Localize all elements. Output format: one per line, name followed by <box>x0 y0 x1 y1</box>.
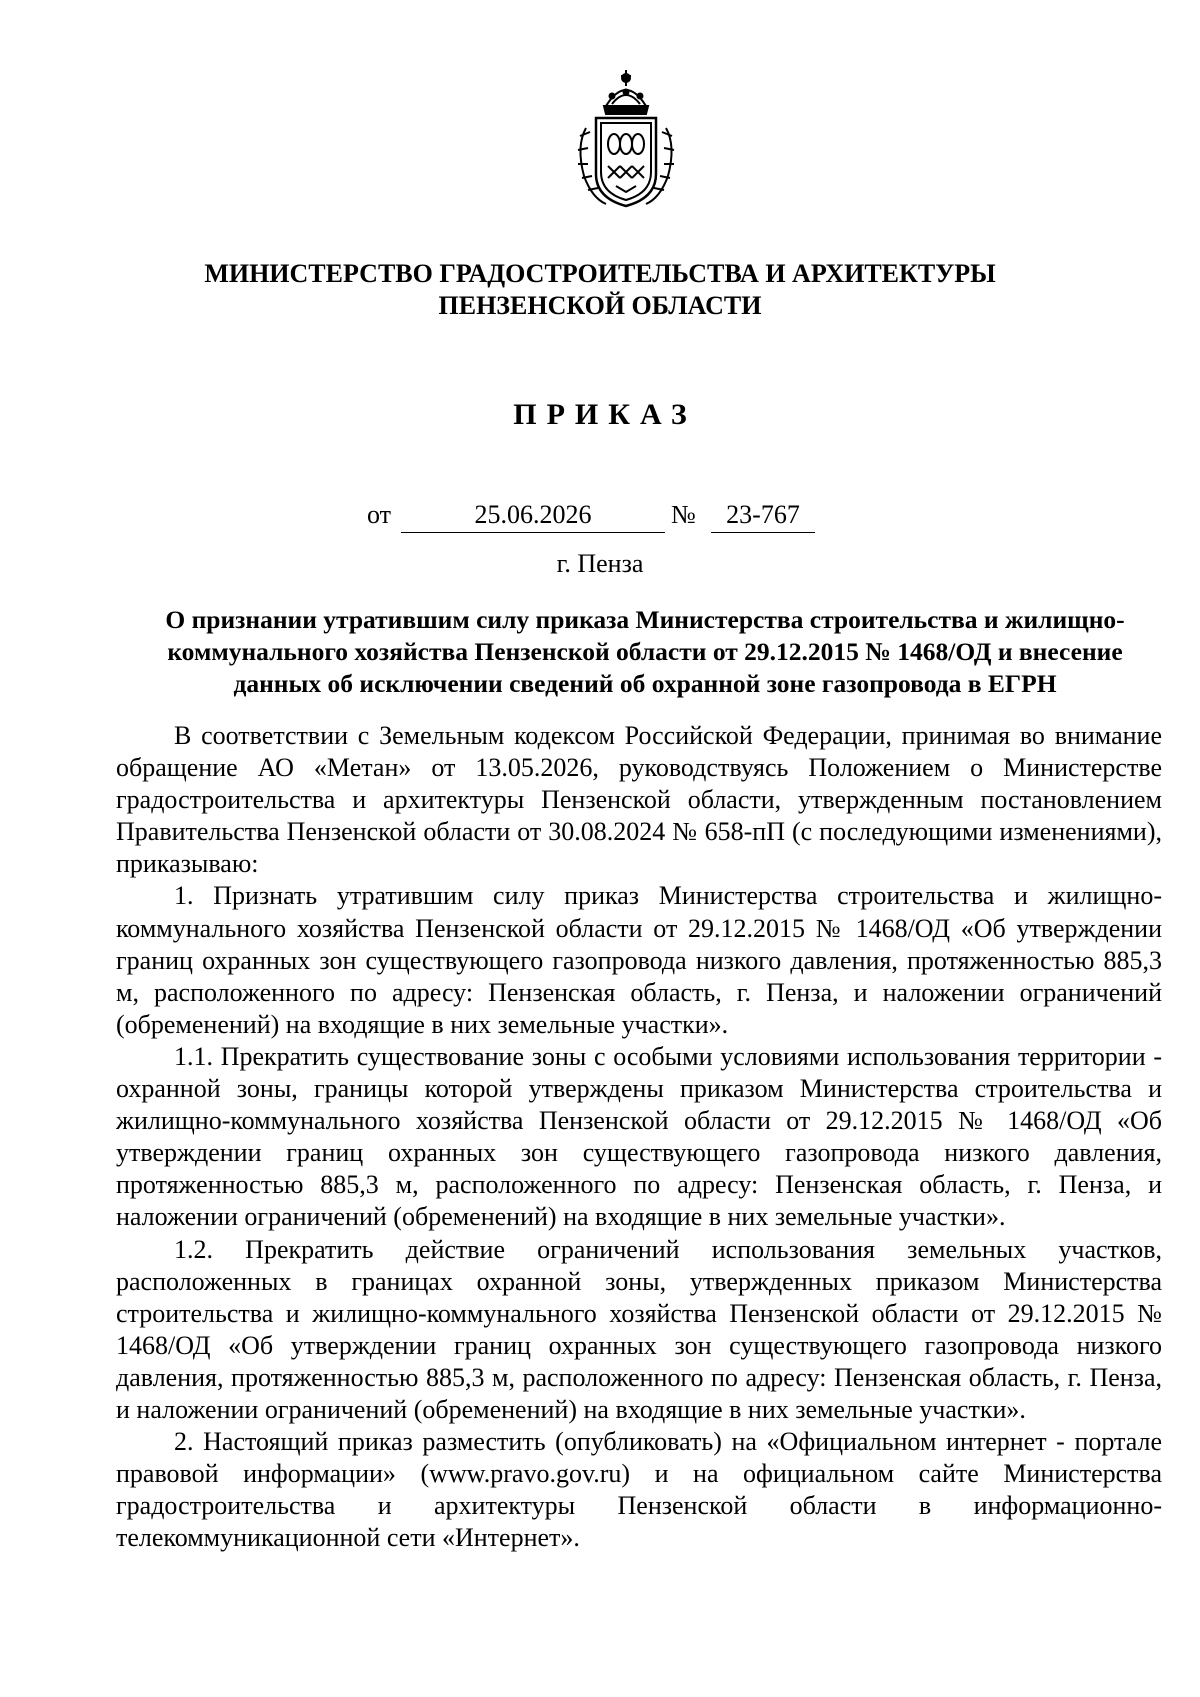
order-title: ПРИКАЗ <box>513 398 697 431</box>
subject-line2: коммунального хозяйства Пензенской области от 29.12.2015 № 1468/ОД и внесение <box>167 637 1123 666</box>
order-number: 23-767 <box>711 498 815 533</box>
order-subject <box>110 604 1180 700</box>
item-1-2-paragraph: 1.2. Прекратить действие ограничений использования земельных участков, расположенных в границах охранной зоны, утвержденных приказом Министерства строительства и жилищно-коммунального хозяйства Пензенской области от 29.12.2015 № 1468/ОД «Об утверждении границ охранных зон существующего газопровода низкого давления, протяженностью 885,3 м, расположенного по адресу: Пензенская область, г. Пенза, и наложении ограничений (обременений) на входящие в них земельные участки». <box>116 1234 1162 1424</box>
order-body <box>116 720 1162 1554</box>
preamble-paragraph: В соответствии с Земельным кодексом Российской Федерации, принимая во внимание обращение АО «Метан» от 13.05.2026, руководствуясь Положением о Министерстве градостроительства и архитектуры Пензенской области, утвержденным постановлением Правительства Пензенской области от 30.08.2024 № 658-пП (с последующими изменениями), приказываю: <box>116 721 1162 879</box>
number-label: № <box>671 500 696 529</box>
subject-line3: данных об исключении сведений об охранной зоне газопровода в ЕГРН <box>233 669 1057 698</box>
ministry-name <box>0 258 1200 322</box>
item-2-paragraph: 2. Настоящий приказ разместить (опубликовать) на «Официальном интернет - портале правовой информации» (www.pravo.gov.ru) и на официальном сайте Министерства градостроительства и архитектуры Пензенской области в информационно-телекоммуникационной сети «Интернет». <box>116 1427 1162 1553</box>
ministry-name-line2: ПЕНЗЕНСКОЙ ОБЛАСТИ <box>438 291 762 320</box>
coat-of-arms-penza-icon <box>566 66 686 216</box>
order-city: г. Пенза <box>556 549 644 578</box>
order-date: 25.06.2026 <box>401 498 665 533</box>
item-1-paragraph: 1. Признать утратившим силу приказ Министерства строительства и жилищно-коммунального хозяйства Пензенской области от 29.12.2015 № 1468/ОД «Об утверждении границ охранных зон существующего газопровода низкого давления, протяженностью 885,3 м, расположенного по адресу: Пензенская область, г. Пенза, и наложении ограничений (обременений) на входящие в них земельные участки». <box>116 881 1162 1039</box>
item-1-1-paragraph: 1.1. Прекратить существование зоны с особыми условиями использования территории - охранной зоны, границы которой утверждены приказом Министерства строительства и жилищно-коммунального хозяйства Пензенской области от 29.12.2015 № 1468/ОД «Об утверждении границ охранных зон существующего газопровода низкого давления, протяженностью 885,3 м, расположенного по адресу: Пензенская область, г. Пенза, и наложении ограничений (обременений) на входящие в них земельные участки». <box>116 1041 1162 1232</box>
ministry-name-line1: МИНИСТЕРСТВО ГРАДОСТРОИТЕЛЬСТВА И АРХИТЕКТУРЫ <box>204 259 996 288</box>
date-label: от <box>367 500 392 529</box>
subject-line1: О признании утратившим силу приказа Министерства строительства и жилищно- <box>165 605 1125 634</box>
